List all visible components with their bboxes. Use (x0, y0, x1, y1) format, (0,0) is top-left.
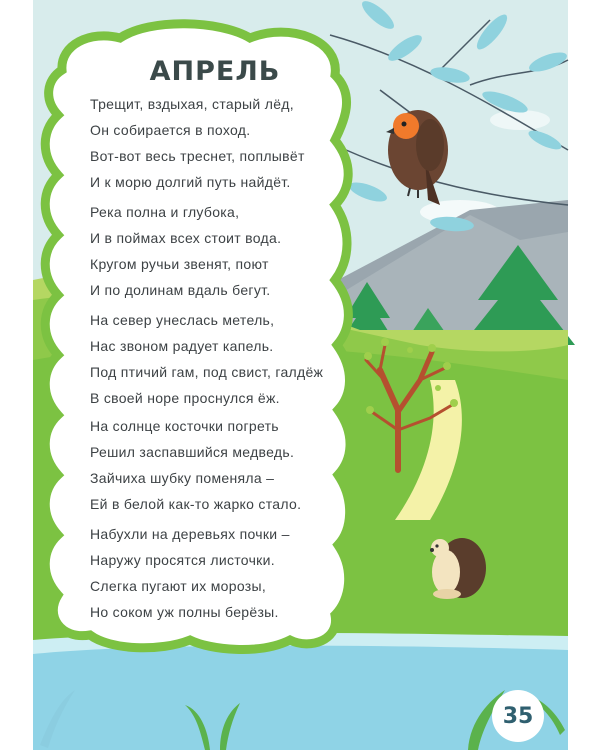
poem-line: В своей норе проснулся ёж. (90, 390, 280, 406)
poem-line: Ей в белой как-то жарко стало. (90, 496, 302, 512)
poem-line: На север унеслась метель, (90, 312, 275, 328)
poem-line: Наружу просятся листочки. (90, 552, 275, 568)
poem-line: На солнце косточки погреть (90, 418, 279, 434)
poem-line: Зайчиха шубку поменяла – (90, 470, 275, 486)
poem-line: И к морю долгий путь найдёт. (90, 174, 291, 190)
poem-line: Нас звоном радует капель. (90, 338, 274, 354)
poem-line: Решил заспавшийся медведь. (90, 444, 295, 460)
poem-line: Под птичий гам, под свист, галдёж (90, 364, 324, 380)
poem-line: Но соком уж полны берёзы. (90, 604, 279, 620)
poem-line: И по долинам вдаль бегут. (90, 282, 271, 298)
poem-line: Кругом ручьи звенят, поют (90, 256, 269, 272)
poem-line: Река полна и глубока, (90, 204, 240, 220)
poem-line: Он собирается в поход. (90, 122, 251, 138)
poem-line: Вот-вот весь треснет, поплывёт (90, 148, 305, 164)
poem-line: Слегка пугают их морозы, (90, 578, 267, 594)
page-number: 35 (492, 690, 544, 742)
poem-line: И в поймах всех стоит вода. (90, 230, 282, 246)
poem-title: АПРЕЛЬ (149, 56, 281, 87)
poem-line: Трещит, вздыхая, старый лёд, (90, 96, 294, 112)
poem-line: Набухли на деревьях почки – (90, 526, 290, 542)
